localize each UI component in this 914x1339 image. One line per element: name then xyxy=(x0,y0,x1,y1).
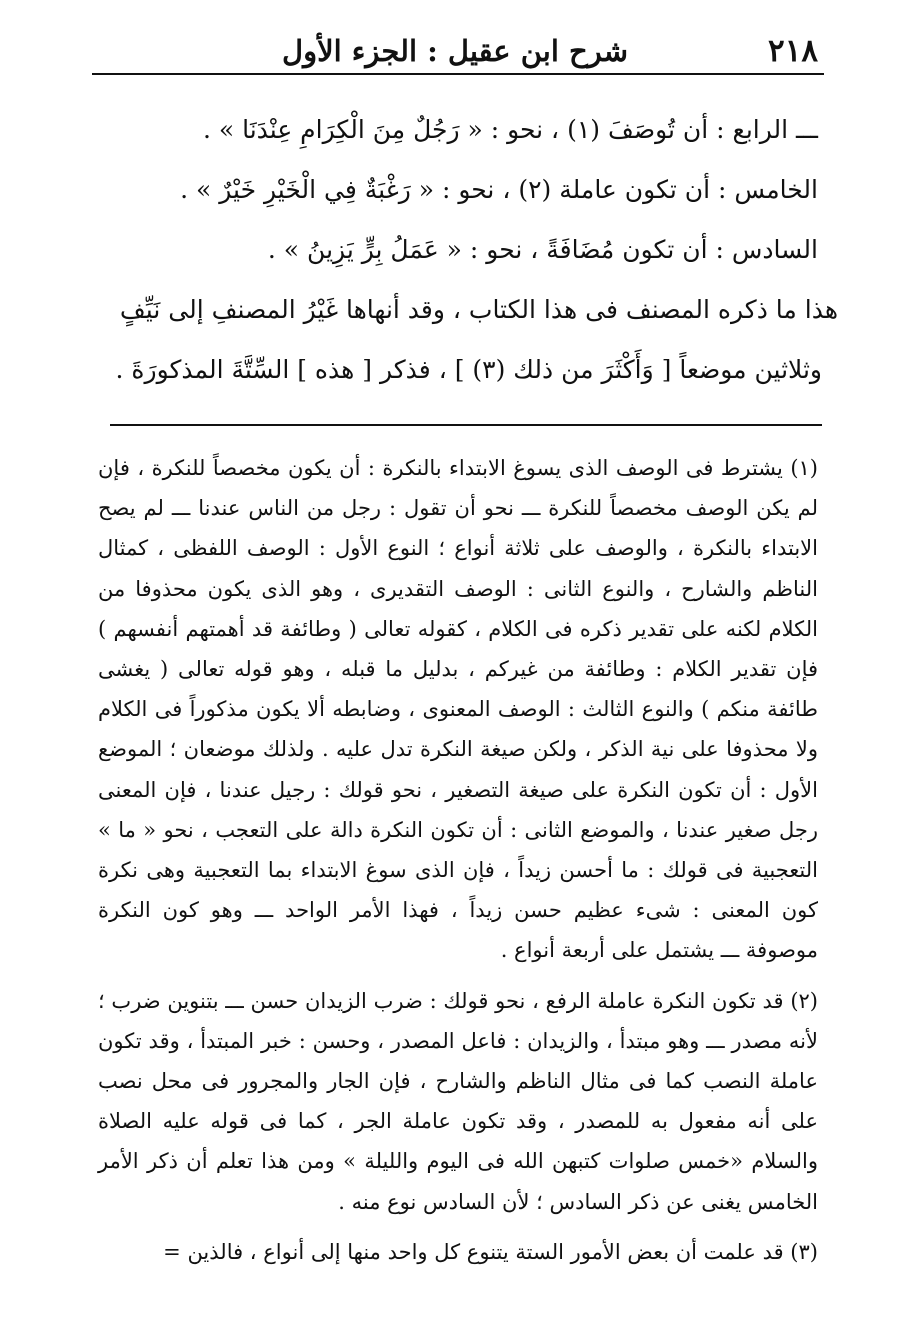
text-line: ـــ الرابع : أن تُوصَفَ (١) ، نحو : « رَجُلٌ مِنَ الْكِرَامِ عِنْدَنَا » . xyxy=(202,115,818,144)
text-line: الخامس : أن تكون عاملة (٢) ، نحو : « رَغْبَةٌ فِي الْخَيْرِ خَيْرٌ » . xyxy=(180,175,818,204)
footnote-1: (١) يشترط فى الوصف الذى يسوغ الابتداء بالنكرة : أن يكون مخصصاً للنكرة ، فإن لم يكن الوصف مخصصاً للنكرة ـــ نحو أن تقول : رجل من الناس عندنا ـــ لم يصح الابتداء بالنكرة ، والوصف على ثلاثة أنواع ؛ النوع الأول : الوصف اللفظى ، كمثال الناظم والشارح ، والنوع الثانى : الوصف التقديرى ، وهو الذى يكون محذوفا من الكلام لكنه على تقدير ذكره فى الكلام ، كقوله تعالى ( وطائفة قد أهمتهم أنفسهم ) فإن تقدير الكلام : وطائفة من غيركم ، بدليل ما قبله ، وهو قوله تعالى ( يغشى طائفة منكم ) والنوع الثالث : الوصف المعنوى ، وضابطه ألا يكون مذكوراً فى الكلام ولا محذوفا على نية الذكر ، ولكن صيغة النكرة تدل عليه . ولذلك موضعان ؛ الموضع الأول : أن تكون النكرة على صيغة التصغير ، نحو قولك : رجيل عندنا ، فإن المعنى رجل صغير عندنا ، والموضع الثانى : أن تكون النكرة دالة على التعجب ، نحو « ما » التعجبية فى قولك : ما أحسن زيداً ، فإن الذى سوغ الابتداء بما التعجبية وهى نكرة كون المعنى : شىء عظيم حسن زيداً ، فهذا الأمر الواحد ـــ وهو كون النكرة موصوفة ـــ يشتمل على أربعة أنواع . xyxy=(98,456,818,963)
main-text xyxy=(115,100,838,400)
running-title: شرح ابن عقيل : الجزء الأول xyxy=(282,34,629,68)
text-line: وثلاثين موضعاً [ وَأَكْثَرَ من ذلك (٣) ] ، فذكر [ هذه ] السِّتَّةَ المذكورَةَ . xyxy=(115,355,822,384)
text-line: السادس : أن تكون مُضَافَةً ، نحو : « عَمَلُ بِرٍّ يَزِينُ » . xyxy=(267,235,818,264)
footnote-2: (٢) قد تكون النكرة عاملة الرفع ، نحو قولك : ضرب الزيدان حسن ـــ بتنوين ضرب ؛ لأنه مصدر ـــ وهو مبتدأ ، والزيدان : فاعل المصدر ، وحسن : خبر المبتدأ ، وقد تكون عاملة النصب كما فى مثال الناظم والشارح ، فإن الجار والمجرور فى محل نصب على أنه مفعول به للمصدر ، وقد تكون عاملة الجر ، كما فى قوله عليه الصلاة والسلام «خمس صلوات كتبهن الله فى اليوم والليلة » ومن هذا تعلم أن ذكر الأمر الخامس يغنى عن ذكر السادس ؛ لأن السادس نوع منه . xyxy=(98,988,818,1214)
text-line: هذا ما ذكره المصنف فى هذا الكتاب ، وقد أنهاها غَيْرُ المصنفِ إلى نَيِّفٍ xyxy=(119,295,838,324)
page-number: ٢١٨ xyxy=(768,33,818,69)
footnote-separator xyxy=(110,424,822,426)
footnotes xyxy=(98,448,818,1272)
page-header xyxy=(92,26,818,76)
footnote-3: (٣) قد علمت أن بعض الأمور الستة يتنوع كل واحد منها إلى أنواع ، فالذين = xyxy=(163,1239,818,1264)
header-rule xyxy=(92,73,824,75)
